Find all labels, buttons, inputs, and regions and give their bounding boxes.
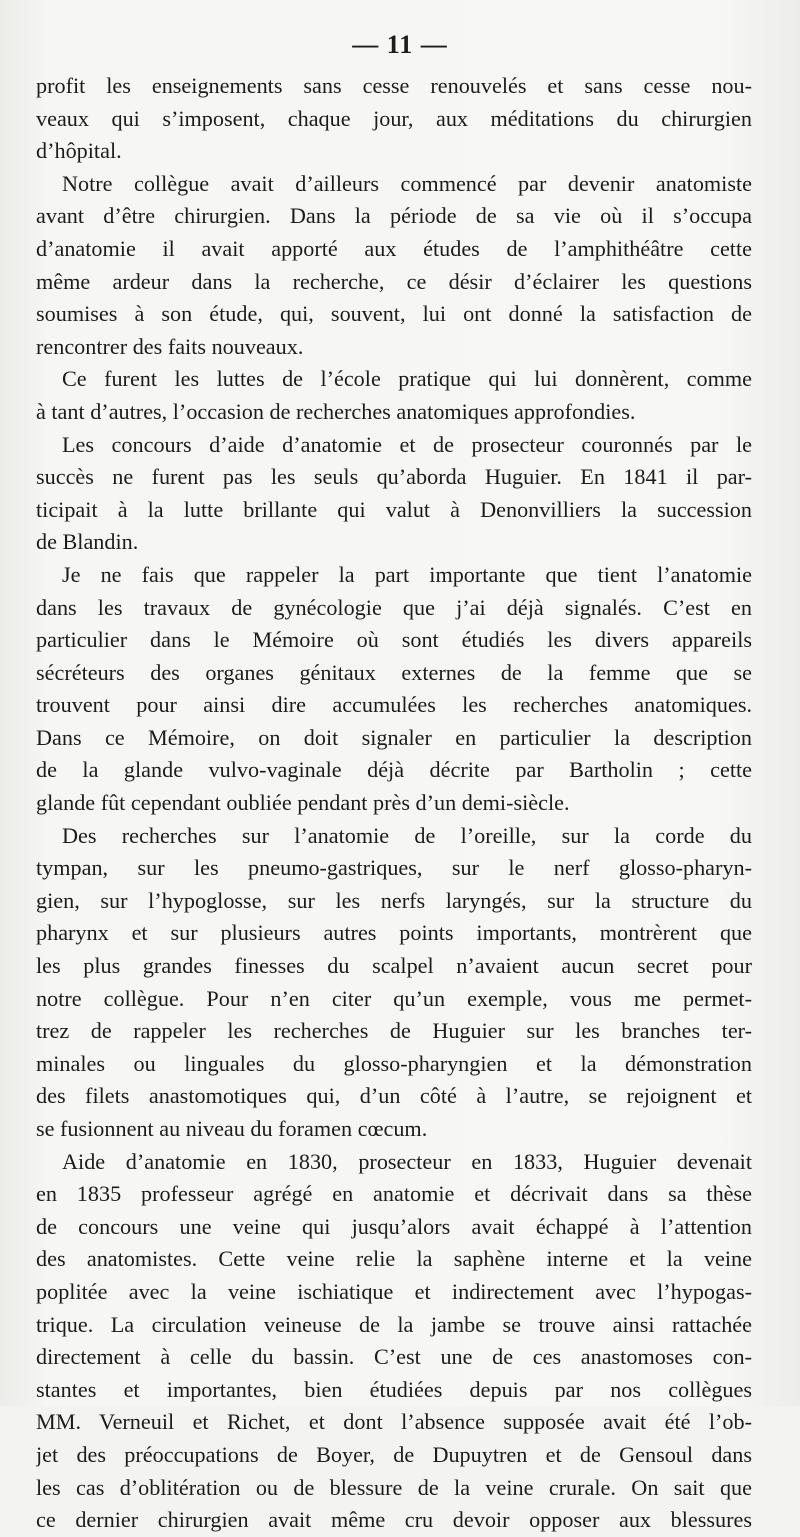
text-line: trique. La circulation veineuse de la jambe se trouve ainsi rattachée xyxy=(36,1311,752,1337)
text-line: Aide d’anatomie en 1830, prosecteur en 1833, Huguier devenait xyxy=(62,1148,752,1174)
text-line: poplitée avec la veine ischiatique et indirectement avec l’hypogas- xyxy=(36,1278,752,1304)
text-line: les cas d’oblitération ou de blessure de la veine crurale. On sait que xyxy=(36,1474,752,1500)
text-line: des anatomistes. Cette veine relie la saphène interne et la veine xyxy=(36,1246,752,1272)
text-line: Je ne fais que rappeler la part importante que tient l’anatomie xyxy=(62,561,752,587)
text-line: minales ou linguales du glosso-pharyngien et la démonstration xyxy=(36,1050,752,1076)
text-line: Dans ce Mémoire, on doit signaler en particulier la description xyxy=(36,724,752,750)
text-line: dans les travaux de gynécologie que j’ai déjà signalés. C’est en xyxy=(36,594,752,620)
text-line: Les concours d’aide d’anatomie et de prosecteur couronnés par le xyxy=(62,431,752,457)
text-line: trouvent pour ainsi dire accumulées les recherches anatomiques. xyxy=(36,692,752,718)
text-line: de concours une veine qui jusqu’alors avait échappé à l’attention xyxy=(36,1213,752,1239)
body-text xyxy=(36,70,752,1537)
text-line: pharynx et sur plusieurs autres points importants, montrèrent que xyxy=(36,920,752,946)
text-line: particulier dans le Mémoire où sont étudiés les divers appareils xyxy=(36,627,752,653)
text-line: tympan, sur les pneumo-gastriques, sur le nerf glosso-pharyn- xyxy=(36,855,752,881)
text-line: stantes et importantes, bien étudiées depuis par nos collègues xyxy=(36,1376,752,1402)
text-line: les plus grandes finesses du scalpel n’avaient aucun secret pour xyxy=(36,953,752,979)
text-line: ce dernier chirurgien avait même cru devoir opposer aux blessures xyxy=(36,1507,752,1533)
text-line: jet des préoccupations de Boyer, de Dupuytren et de Gensoul dans xyxy=(36,1441,752,1467)
text-line: de la glande vulvo-vaginale déjà décrite par Bartholin ; cette xyxy=(36,757,752,783)
text-line: des filets anastomotiques qui, d’un côté à l’autre, se rejoignent et xyxy=(36,1083,752,1109)
text-line: d’hôpital. xyxy=(36,138,122,164)
text-line: Notre collègue avait d’ailleurs commencé par devenir anatomiste xyxy=(62,170,752,196)
text-line: MM. Verneuil et Richet, et dont l’absence supposée avait été l’ob- xyxy=(36,1409,752,1435)
text-line: se fusionnent au niveau du foramen cœcum. xyxy=(36,1116,428,1141)
text-line: à tant d’autres, l’occasion de recherches anatomiques approfondies. xyxy=(36,398,636,424)
text-line: directement à celle du bassin. C’est une de ces anastomoses con- xyxy=(36,1344,752,1370)
text-line: de Blandin. xyxy=(36,529,139,555)
text-line: rencontrer des faits nouveaux. xyxy=(36,333,304,359)
text-line: notre collègue. Pour n’en citer qu’un exemple, vous me permet- xyxy=(36,985,752,1011)
text-line: avant d’être chirurgien. Dans la période de sa vie où il s’occupa xyxy=(36,203,752,229)
text-line: veaux qui s’imposent, chaque jour, aux méditations du chirurgien xyxy=(36,105,752,131)
text-line: même ardeur dans la recherche, ce désir d’éclairer les questions xyxy=(36,268,752,294)
text-line: ticipait à la lutte brillante qui valut à Denonvilliers la succession xyxy=(36,496,752,522)
text-line: profit les enseignements sans cesse renouvelés et sans cesse nou- xyxy=(36,73,752,98)
text-line: Des recherches sur l’anatomie de l’oreille, sur la corde du xyxy=(62,822,752,848)
text-line: succès ne furent pas les seuls qu’aborda Huguier. En 1841 il par- xyxy=(36,464,752,490)
text-line: soumises à son étude, qui, souvent, lui ont donné la satisfaction de xyxy=(36,301,752,327)
text-line: glande fût cependant oubliée pendant près d’un demi-siècle. xyxy=(36,790,570,816)
text-line: d’anatomie il avait apporté aux études de l’amphithéâtre cette xyxy=(36,235,752,261)
text-line: trez de rappeler les recherches de Huguier sur les branches ter- xyxy=(36,1018,752,1044)
text-line: sécréteurs des organes génitaux externes de la femme que se xyxy=(36,659,752,685)
page-number: — 11 — xyxy=(352,30,448,59)
text-line: Ce furent les luttes de l’école pratique qui lui donnèrent, comme xyxy=(62,366,752,392)
text-line: en 1835 professeur agrégé en anatomie et décrivait dans sa thèse xyxy=(36,1181,752,1207)
text-line: gien, sur l’hypoglosse, sur les nerfs laryngés, sur la structure du xyxy=(36,887,752,913)
